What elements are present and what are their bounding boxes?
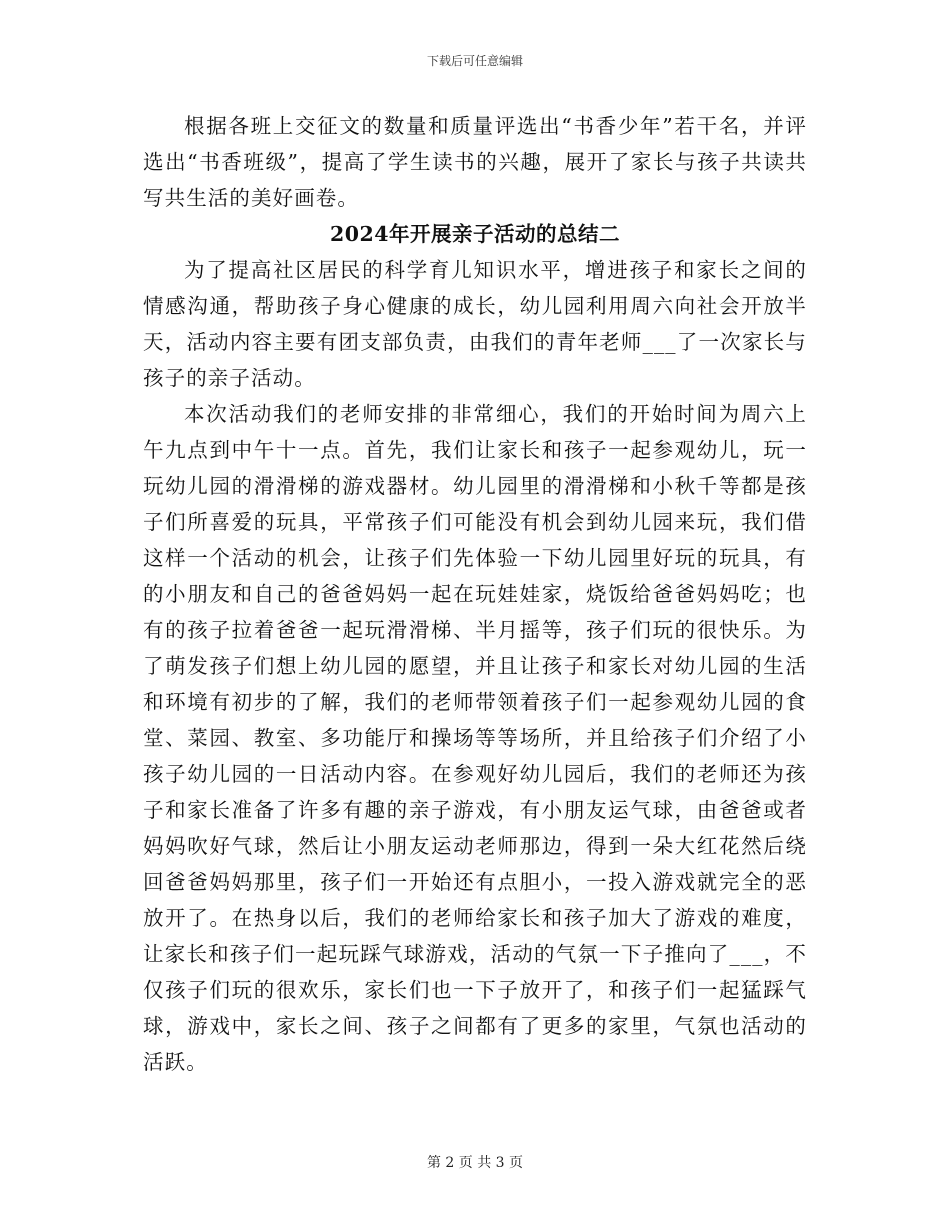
paragraph-intro: 为了提高社区居民的科学育儿知识水平，增进孩子和家长之间的情感沟通，帮助孩子身心健康的成长，幼儿园利用周六向社会开放半天，活动内容主要有团支部负责，由我们的青年老师___了一次家长与孩子的亲子活动。 xyxy=(143,258,807,390)
paragraph-activity: 本次活动我们的老师安排的非常细心，我们的开始时间为周六上午九点到中午十一点。首先，我们让家长和孩子一起参观幼儿，玩一玩幼儿园的滑滑梯的游戏器材。幼儿园里的滑滑梯和小秋千等都是孩子们所喜爱的玩具，平常孩子们可能没有机会到幼儿园来玩，我们借这样一个活动的机会，让孩子们先体验一下幼儿园里好玩的玩具，有的小朋友和自己的爸爸妈妈一起在玩娃娃家，烧饭给爸爸妈妈吃；也有的孩子拉着爸爸一起玩滑滑梯、半月摇等，孩子们玩的很快乐。为了萌发孩子们想上幼儿园的愿望，并且让孩子和家长对幼儿园的生活和环境有初步的了解，我们的老师带领着孩子们一起参观幼儿园的食堂、菜园、教室、多功能厅和操场等等场所，并且给孩子们介绍了小孩子幼儿园的一日活动内容。在参观好幼儿园后，我们的老师还为孩子和家长准备了许多有趣的亲子游戏，有小朋友运气球，由爸爸或者妈妈吹好气球，然后让小朋友运动老师那边，得到一朵大红花然后绕回爸爸妈妈那里，孩子们一开始还有点胆小，一投入游戏就完全的恶放开了。在热身以后，我们的老师给家长和孩子加大了游戏的难度，让家长和孩子们一起玩踩气球游戏，活动的气氛一下子推向了___，不仅孩子们玩的很欢乐，家长们也一下子放开了，和孩子们一起猛踩气球，游戏中，家长之间、孩子之间都有了更多的家里，气氛也活动的活跃。 xyxy=(143,402,807,1074)
paragraph-continuation: 根据各班上交征文的数量和质量评选出“书香少年”若干名，并评选出“书香班级”，提高了学生读书的兴趣，展开了家长与孩子共读共写共生活的美好画卷。 xyxy=(143,114,807,210)
document-body xyxy=(143,108,807,1080)
page-header: 下载后可任意编辑 xyxy=(426,54,523,68)
section-title: 2024年开展亲子活动的总结二 xyxy=(329,222,621,246)
page-footer: 第 2 页 共 3 页 xyxy=(426,1155,524,1171)
